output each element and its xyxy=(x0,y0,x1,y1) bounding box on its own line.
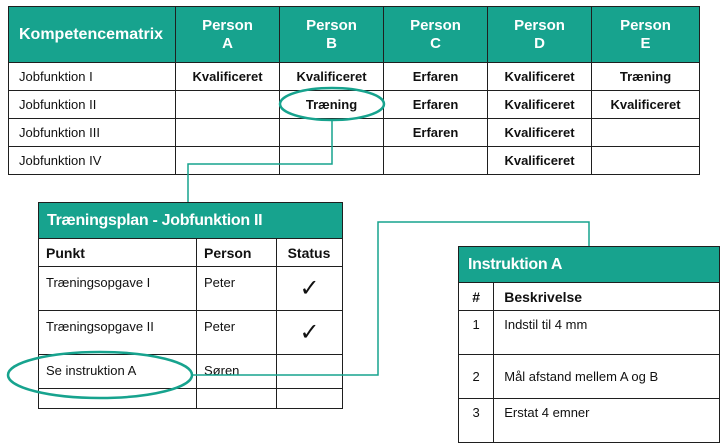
competence-cell xyxy=(592,119,700,147)
plan-person: Peter xyxy=(197,267,277,311)
person-e-word: Person xyxy=(620,16,671,34)
person-a-letter: A xyxy=(222,34,233,52)
competence-matrix xyxy=(8,6,700,175)
plan-status-empty xyxy=(277,355,343,389)
competence-cell: Kvalificeret xyxy=(488,119,592,147)
plan-row xyxy=(39,311,343,355)
plan-header-row xyxy=(39,239,343,267)
person-d-word: Person xyxy=(514,16,565,34)
instruction-title: Instruktion A xyxy=(459,247,720,283)
instruction-caption-row xyxy=(459,247,720,283)
matrix-row-jobfunktion-3 xyxy=(9,119,700,147)
competence-cell xyxy=(176,119,280,147)
instruction-num: 2 xyxy=(459,355,494,399)
person-b-word: Person xyxy=(306,16,357,34)
instruction-header-num: # xyxy=(459,283,494,311)
person-d-header xyxy=(488,7,592,63)
matrix-row-jobfunktion-4 xyxy=(9,147,700,175)
check-icon: ✓ xyxy=(277,311,343,355)
person-e-letter: E xyxy=(640,34,651,52)
competence-cell: Kvalificeret xyxy=(280,63,384,91)
plan-header-status: Status xyxy=(277,239,343,267)
competence-cell xyxy=(280,119,384,147)
instruction-row xyxy=(459,399,720,443)
competence-cell xyxy=(384,147,488,175)
person-c-letter: C xyxy=(430,34,441,52)
competence-cell xyxy=(176,147,280,175)
training-plan xyxy=(38,202,343,409)
person-b-header xyxy=(280,7,384,63)
plan-person-empty xyxy=(197,389,277,409)
instruction-header-row xyxy=(459,283,720,311)
plan-header-point: Punkt xyxy=(39,239,197,267)
competence-cell-highlighted: Træning xyxy=(280,91,384,119)
plan-row xyxy=(39,267,343,311)
person-c-header xyxy=(384,7,488,63)
plan-point: Træningsopgave I xyxy=(39,267,197,311)
plan-status-empty xyxy=(277,389,343,409)
competence-cell: Erfaren xyxy=(384,119,488,147)
person-a-header xyxy=(176,7,280,63)
competence-cell: Træning xyxy=(592,63,700,91)
job-function-label: Jobfunktion IV xyxy=(9,147,176,175)
plan-person: Peter xyxy=(197,311,277,355)
person-a-word: Person xyxy=(202,16,253,34)
job-function-label: Jobfunktion II xyxy=(9,91,176,119)
plan-person: Søren xyxy=(197,355,277,389)
instruction-row xyxy=(459,311,720,355)
competence-cell: Erfaren xyxy=(384,91,488,119)
plan-row-cutoff xyxy=(39,389,343,409)
job-function-label: Jobfunktion I xyxy=(9,63,176,91)
competence-cell: Kvalificeret xyxy=(176,63,280,91)
competence-cell: Kvalificeret xyxy=(488,63,592,91)
check-icon: ✓ xyxy=(277,267,343,311)
matrix-row-jobfunktion-1 xyxy=(9,63,700,91)
person-b-letter: B xyxy=(326,34,337,52)
person-d-letter: D xyxy=(534,34,545,52)
instruction-num: 3 xyxy=(459,399,494,443)
matrix-header-row xyxy=(9,7,700,63)
competence-cell: Kvalificeret xyxy=(592,91,700,119)
competence-cell xyxy=(176,91,280,119)
plan-point-empty xyxy=(39,389,197,409)
plan-title: Træningsplan - Jobfunktion II xyxy=(39,203,343,239)
plan-row xyxy=(39,355,343,389)
instruction-row xyxy=(459,355,720,399)
person-c-word: Person xyxy=(410,16,461,34)
matrix-row-jobfunktion-2 xyxy=(9,91,700,119)
job-function-label: Jobfunktion III xyxy=(9,119,176,147)
instruction-a xyxy=(458,246,720,443)
instruction-header-desc: Beskrivelse xyxy=(494,283,720,311)
competence-cell: Kvalificeret xyxy=(488,147,592,175)
person-e-header xyxy=(592,7,700,63)
instruction-desc: Erstat 4 emner xyxy=(494,399,720,443)
plan-header-person: Person xyxy=(197,239,277,267)
plan-point-highlighted: Se instruktion A xyxy=(39,355,197,389)
competence-cell xyxy=(280,147,384,175)
competence-cell: Kvalificeret xyxy=(488,91,592,119)
competence-cell xyxy=(592,147,700,175)
matrix-title: Kompetencematrix xyxy=(9,7,176,63)
instruction-desc: Mål afstand mellem A og B xyxy=(494,355,720,399)
plan-caption-row xyxy=(39,203,343,239)
competence-cell: Erfaren xyxy=(384,63,488,91)
plan-point: Træningsopgave II xyxy=(39,311,197,355)
instruction-desc: Indstil til 4 mm xyxy=(494,311,720,355)
instruction-num: 1 xyxy=(459,311,494,355)
